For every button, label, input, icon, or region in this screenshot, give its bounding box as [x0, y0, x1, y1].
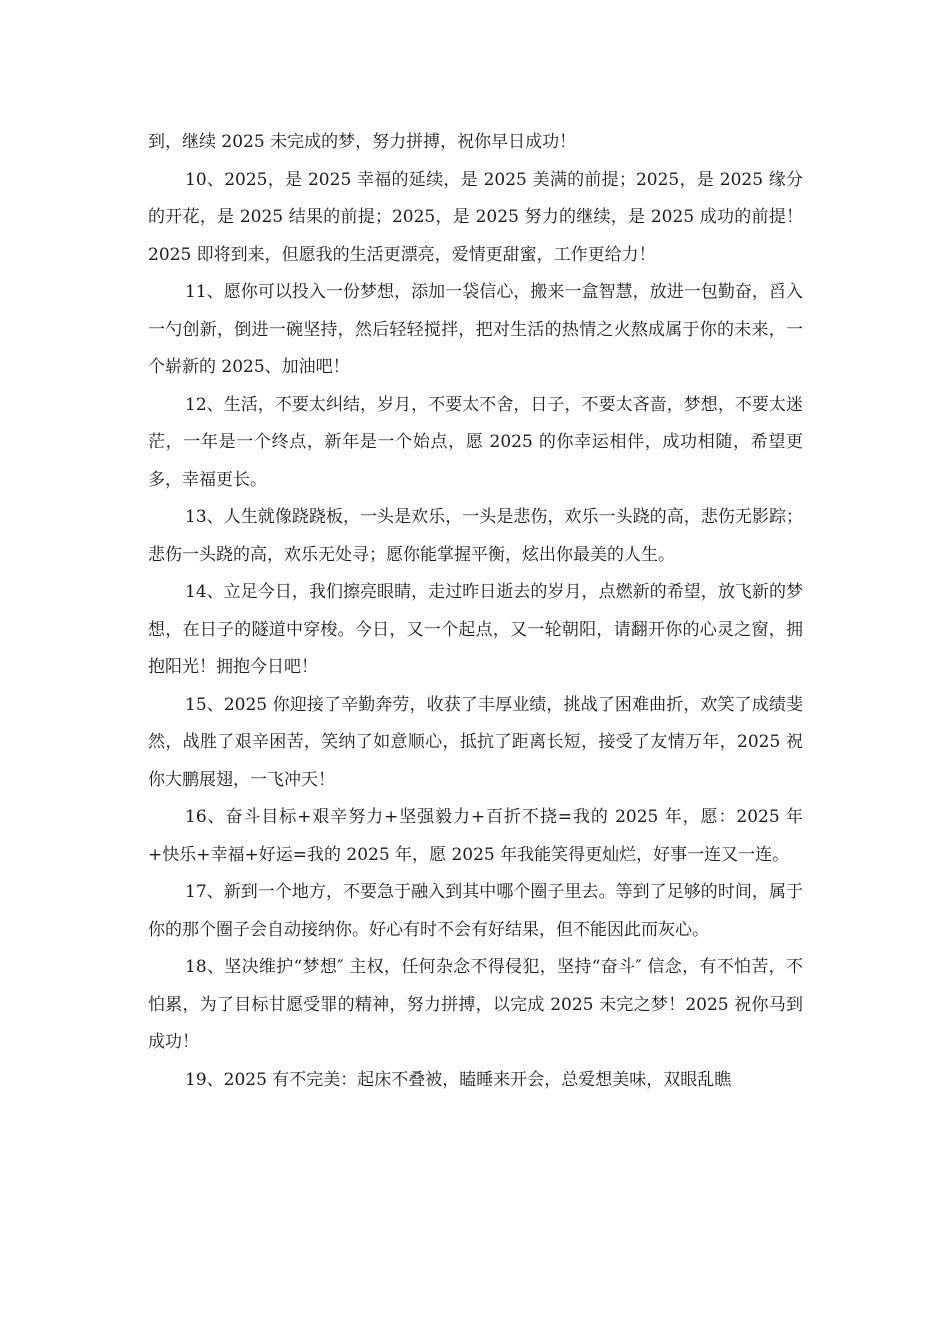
paragraph-10: 10、2025，是 2025 幸福的延续，是 2025 美满的前提；2025，是 2025 缘分的开花，是 2025 结果的前提；2025，是 2025 努力的继续，是 2025 成功的前提！2025 即将到来，但愿我的生活更漂亮，爱情更甜蜜，工作更给力！ [148, 169, 803, 265]
document-body [148, 124, 803, 1099]
paragraph-16: 16、奋斗目标+艰辛努力+坚强毅力+百折不挠=我的 2025 年，愿：2025 年+快乐+幸福+好运=我的 2025 年，愿 2025 年我能笑得更灿烂，好事一连又一连。 [148, 807, 803, 865]
paragraph-13: 13、人生就像跷跷板，一头是欢乐，一头是悲伤，欢乐一头跷的高，悲伤无影踪；悲伤一头跷的高，欢乐无处寻；愿你能掌握平衡，炫出你最美的人生。 [148, 507, 803, 565]
paragraph-19: 19、2025 有不完美：起床不叠被，瞌睡来开会，总爱想美味，双眼乱瞧 [185, 1069, 732, 1090]
paragraph-14: 14、立足今日，我们擦亮眼睛，走过昨日逝去的岁月，点燃新的希望，放飞新的梦想，在日子的隧道中穿梭。今日，又一个起点，又一轮朝阳，请翻开你的心灵之窗，拥抱阳光！拥抱今日吧！ [148, 582, 803, 677]
paragraph-continuation: 到，继续 2025 未完成的梦，努力拼搏，祝你早日成功！ [148, 132, 577, 152]
paragraph-15: 15、2025 你迎接了辛勤奔劳，收获了丰厚业绩，挑战了困难曲折，欢笑了成绩斐然，战胜了艰辛困苦，笑纳了如意顺心，抵抗了距离长短，接受了友情万年，2025 祝你大鹏展翅，一飞冲天！ [148, 694, 803, 790]
paragraph-18: 18、坚决维护“梦想″ 主权，任何杂念不得侵犯，坚持“奋斗″ 信念，有不怕苦，不怕累，为了目标甘愿受罪的精神，努力拼搏，以完成 2025 未完之梦！2025 祝你马到成功！ [148, 957, 803, 1052]
paragraph-17: 17、新到一个地方，不要急于融入到其中哪个圈子里去。等到了足够的时间，属于你的那个圈子会自动接纳你。好心有时不会有好结果，但不能因此而灰心。 [148, 882, 803, 940]
paragraph-11: 11、愿你可以投入一份梦想，添加一袋信心，搬来一盒智慧，放进一包勤奋，舀入一勺创新，倒进一碗坚持，然后轻轻搅拌，把对生活的热情之火熬成属于你的未来，一个崭新的 2025、加油吧！ [148, 282, 803, 377]
paragraph-12: 12、生活，不要太纠结，岁月，不要太不舍，日子，不要太吝啬，梦想，不要太迷茫，一年是一个终点，新年是一个始点，愿 2025 的你幸运相伴，成功相随，希望更多，幸福更长。 [148, 394, 803, 490]
